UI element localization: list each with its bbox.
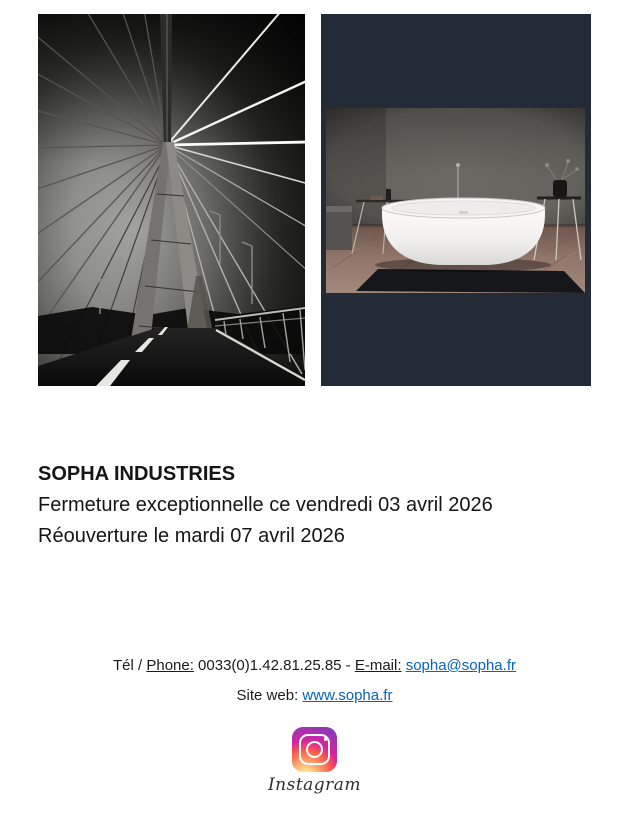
bridge-photo bbox=[38, 14, 305, 386]
contact-block bbox=[38, 656, 591, 706]
image-gallery bbox=[38, 14, 591, 386]
instagram-label: Instagram bbox=[267, 775, 362, 795]
social-block bbox=[38, 727, 591, 795]
announcement-block bbox=[38, 459, 493, 552]
tel-prefix: Tél / bbox=[113, 657, 147, 674]
instagram-icon[interactable] bbox=[292, 727, 337, 772]
phone-label: Phone: bbox=[146, 657, 194, 674]
email-link[interactable]: sopha@sopha.fr bbox=[405, 657, 516, 674]
instagram-camera-lens-icon bbox=[306, 741, 323, 758]
bathtub-panel bbox=[321, 14, 591, 386]
bathtub-photo-art bbox=[326, 108, 585, 293]
closure-line: Fermeture exceptionnelle ce vendredi 03 avril 2026 bbox=[38, 494, 493, 516]
instagram-camera-flash-icon bbox=[324, 737, 328, 741]
bridge-photo-art bbox=[38, 14, 305, 386]
company-name: SOPHA INDUSTRIES bbox=[38, 463, 236, 485]
site-label: Site web: bbox=[236, 687, 303, 704]
website-link[interactable]: www.sopha.fr bbox=[302, 687, 393, 704]
email-label: E-mail: bbox=[354, 657, 402, 674]
website-line bbox=[38, 686, 591, 706]
bathtub-photo bbox=[326, 108, 585, 293]
phone-number: 0033(0)1.42.81.25.85 - bbox=[193, 657, 355, 674]
phone-email-line bbox=[38, 656, 591, 676]
reopening-line: Réouverture le mardi 07 avril 2026 bbox=[38, 525, 345, 547]
